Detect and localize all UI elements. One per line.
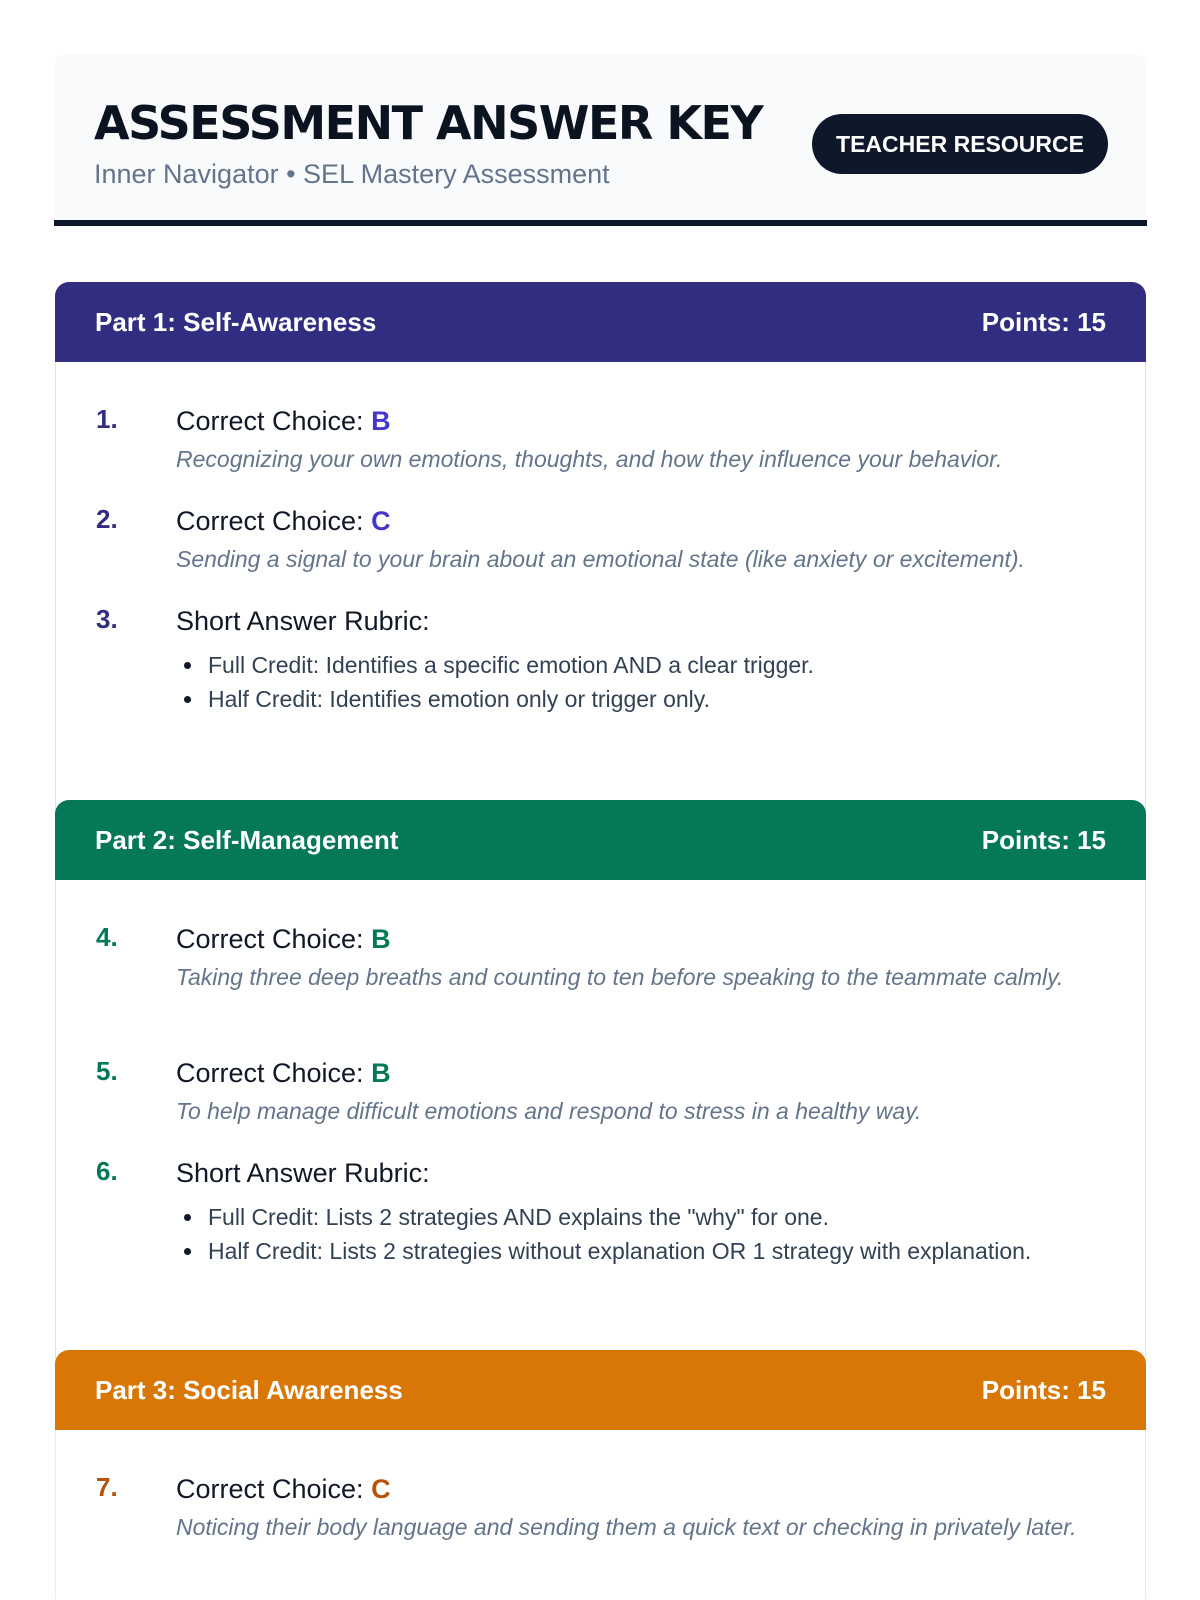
rubric-full-credit: Full Credit: Lists 2 strategies AND explains the "why" for one. bbox=[176, 1200, 1105, 1234]
item-number: 2. bbox=[96, 504, 118, 534]
correct-choice-label: Correct Choice: bbox=[176, 406, 364, 436]
part-1-section bbox=[55, 282, 1146, 838]
part-1-body bbox=[55, 362, 1146, 838]
correct-choice-letter: C bbox=[371, 506, 391, 536]
answer-explanation: To help manage difficult emotions and respond to stress in a healthy way. bbox=[176, 1098, 922, 1124]
rubric-full-credit: Full Credit: Identifies a specific emotion AND a clear trigger. bbox=[176, 648, 1105, 682]
page-title: ASSESSMENT ANSWER KEY bbox=[94, 96, 763, 150]
correct-choice-label: Correct Choice: bbox=[176, 1474, 364, 1504]
item-number: 3. bbox=[96, 604, 118, 634]
correct-choice-line bbox=[176, 504, 1105, 538]
part-3-title: Part 3: Social Awareness bbox=[95, 1374, 403, 1405]
part-2-section bbox=[55, 800, 1146, 1388]
correct-choice-label: Correct Choice: bbox=[176, 1058, 364, 1088]
item-number: 4. bbox=[96, 922, 118, 952]
correct-choice-label: Correct Choice: bbox=[176, 924, 364, 954]
rubric-half-credit: Half Credit: Identifies emotion only or trigger only. bbox=[176, 682, 1105, 716]
rubric-heading: Short Answer Rubric: bbox=[176, 606, 430, 636]
rubric-list bbox=[176, 648, 1105, 716]
part-1-header bbox=[55, 282, 1146, 362]
correct-choice-line bbox=[176, 1056, 1105, 1090]
correct-choice-letter: B bbox=[371, 924, 391, 954]
rubric-list bbox=[176, 1200, 1105, 1268]
part-3-section bbox=[55, 1350, 1146, 1600]
correct-choice-letter: C bbox=[371, 1474, 391, 1504]
answer-explanation: Recognizing your own emotions, thoughts, and how they influence your behavior. bbox=[176, 446, 1003, 472]
answer-explanation: Sending a signal to your brain about an emotional state (like anxiety or excitement). bbox=[176, 546, 1025, 572]
part-2-header bbox=[55, 800, 1146, 880]
item-number: 5. bbox=[96, 1056, 118, 1086]
item-number: 7. bbox=[96, 1472, 118, 1502]
part-2-title: Part 2: Self-Management bbox=[95, 824, 399, 855]
part-1-title: Part 1: Self-Awareness bbox=[95, 306, 377, 337]
correct-choice-line bbox=[176, 922, 1105, 956]
part-3-body bbox=[55, 1430, 1146, 1600]
document-header bbox=[54, 54, 1147, 226]
page-subtitle: Inner Navigator • SEL Mastery Assessment bbox=[94, 159, 610, 189]
correct-choice-letter: B bbox=[371, 1058, 391, 1088]
part-2-points: Points: 15 bbox=[981, 824, 1106, 855]
answer-explanation: Noticing their body language and sending them a quick text or checking in privately later. bbox=[176, 1514, 1077, 1540]
rubric-half-credit: Half Credit: Lists 2 strategies without explanation OR 1 strategy with explanation. bbox=[176, 1234, 1105, 1268]
part-2-body bbox=[55, 880, 1146, 1388]
rubric-heading: Short Answer Rubric: bbox=[176, 1158, 430, 1188]
part-1-points: Points: 15 bbox=[981, 306, 1106, 337]
part-3-header bbox=[55, 1350, 1146, 1430]
item-number: 6. bbox=[96, 1156, 118, 1186]
correct-choice-label: Correct Choice: bbox=[176, 506, 364, 536]
answer-explanation: Taking three deep breaths and counting to ten before speaking to the teammate calmly. bbox=[176, 964, 1064, 990]
teacher-resource-badge: TEACHER RESOURCE bbox=[812, 114, 1108, 174]
item-number: 1. bbox=[96, 404, 118, 434]
correct-choice-line bbox=[176, 404, 1105, 438]
correct-choice-line bbox=[176, 1472, 1105, 1506]
correct-choice-letter: B bbox=[371, 406, 391, 436]
part-3-points: Points: 15 bbox=[981, 1374, 1106, 1405]
